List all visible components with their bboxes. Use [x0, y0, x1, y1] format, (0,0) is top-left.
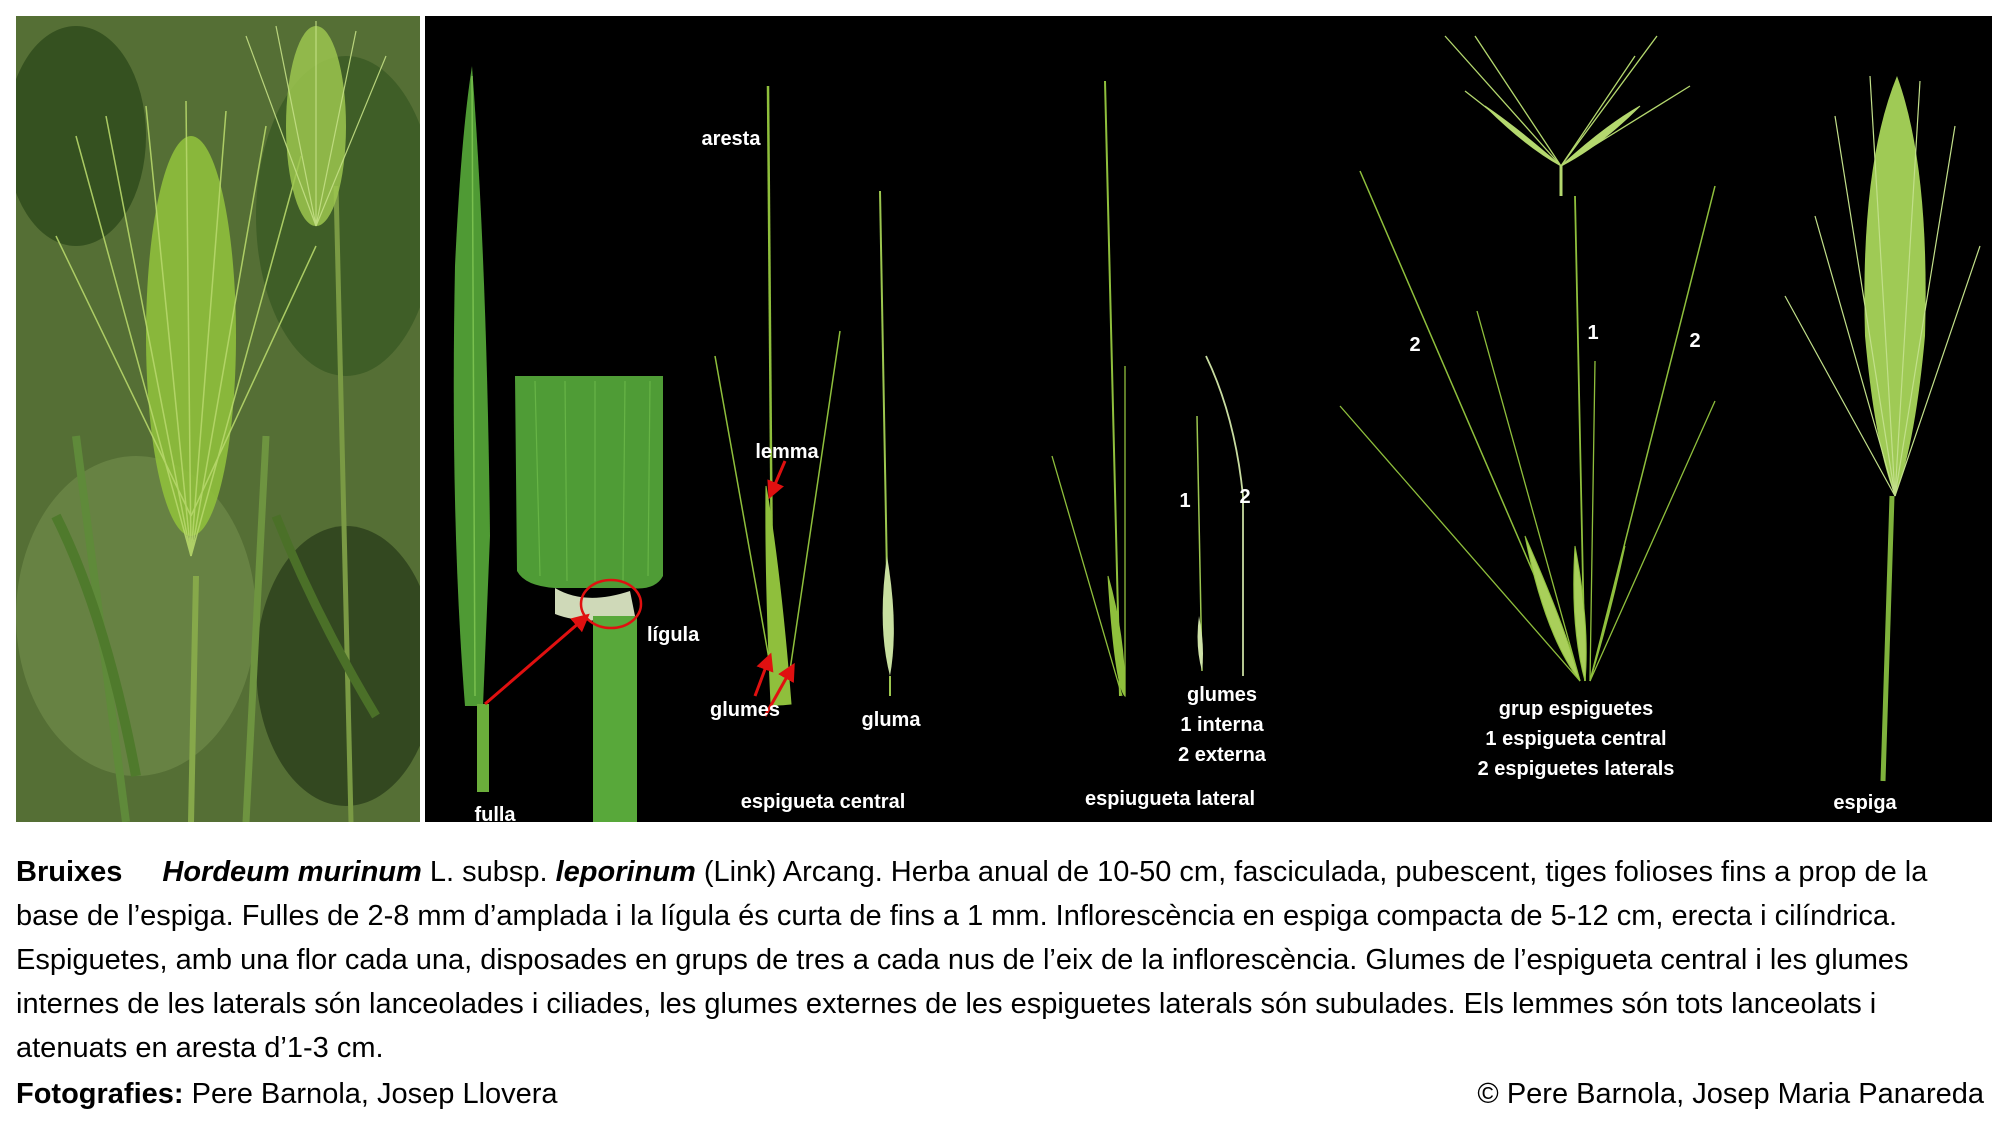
label-gluma: gluma	[861, 709, 921, 731]
credits-line	[16, 1078, 1984, 1122]
lateral-spikelet	[1052, 81, 1125, 696]
photo-credits-label: Fotografies:	[16, 1078, 184, 1110]
spikelet-group	[1340, 171, 1715, 681]
label-glumes: glumes	[709, 699, 781, 721]
label-glumes-lateral-line1: glumes	[1186, 684, 1258, 706]
grass-field-illustration	[16, 16, 420, 822]
gluma-specimen	[880, 191, 894, 696]
specimen-panel	[425, 16, 1992, 826]
description-text: (Link) Arcang. Herba anual de 10-50 cm, fasciculada, pubescent, tiges folioses fins a prop de la base de l’espiga. Fulles de 2-8 mm d’amplada i la lígula és curta de fins a 1 mm. Inflorescència en espiga compacta de 5-12 cm, erecta i cilíndrica. Espiguetes, amb una flor cada una, disposades en grups de tres a cada nus de l’eix de la inflorescència. Glumes de l’espigueta central i les glumes internes de les laterals són lanceolades i ciliades, les glumes externes de les espiguetes laterals són subulades. Els lemmes són tots lanceolats i atenuats en aresta d’1-3 cm.	[16, 856, 1928, 1064]
field-photo	[16, 16, 420, 822]
common-name: Bruixes	[16, 856, 123, 888]
subspecies-name: leporinum	[555, 856, 696, 888]
lateral-glumes	[1197, 356, 1243, 676]
label-glumes-lateral-line3: 2 externa	[1178, 744, 1266, 766]
label-espiga: espiga	[1833, 792, 1897, 814]
leaf-specimen	[454, 66, 490, 792]
label-fulla: fulla	[474, 804, 516, 826]
photo-credits	[16, 1078, 558, 1111]
copyright: © Pere Barnola, Josep Maria Panareda	[1477, 1078, 1984, 1110]
label-aresta: aresta	[701, 128, 761, 150]
label-glumes-lateral	[1178, 680, 1266, 770]
central-spikelet	[715, 86, 840, 706]
label-lemma: lemma	[755, 441, 819, 463]
spike-specimen	[1785, 76, 1980, 781]
label-glumes-lateral-line2: 1 interna	[1180, 714, 1264, 736]
label-grup-line1: grup espiguetes	[1498, 698, 1654, 720]
label-grup-espiguetes	[1478, 694, 1675, 784]
species-name: Hordeum murinum	[162, 856, 422, 888]
label-ligula: lígula	[647, 624, 700, 646]
label-grup-line2: 1 espigueta central	[1485, 728, 1667, 750]
label-lateral-1: 1	[1179, 490, 1191, 512]
label-lateral-2: 2	[1239, 486, 1251, 508]
ligula-closeup	[515, 376, 663, 822]
label-espigueta-central: espigueta central	[740, 791, 906, 813]
author-text: L. subsp.	[421, 856, 556, 888]
ligula-arrow	[485, 616, 587, 704]
label-espiugueta-lateral: espiugueta lateral	[1084, 788, 1256, 810]
label-grup-line3: 2 espiguetes laterals	[1477, 758, 1675, 780]
label-group-1: 1	[1587, 322, 1599, 344]
spikelet-group-top	[1445, 36, 1690, 196]
photo-credits-names: Pere Barnola, Josep Llovera	[183, 1078, 558, 1110]
label-group-2-left: 2	[1409, 334, 1421, 356]
species-description	[16, 850, 1986, 1070]
label-group-2-right: 2	[1689, 330, 1701, 352]
